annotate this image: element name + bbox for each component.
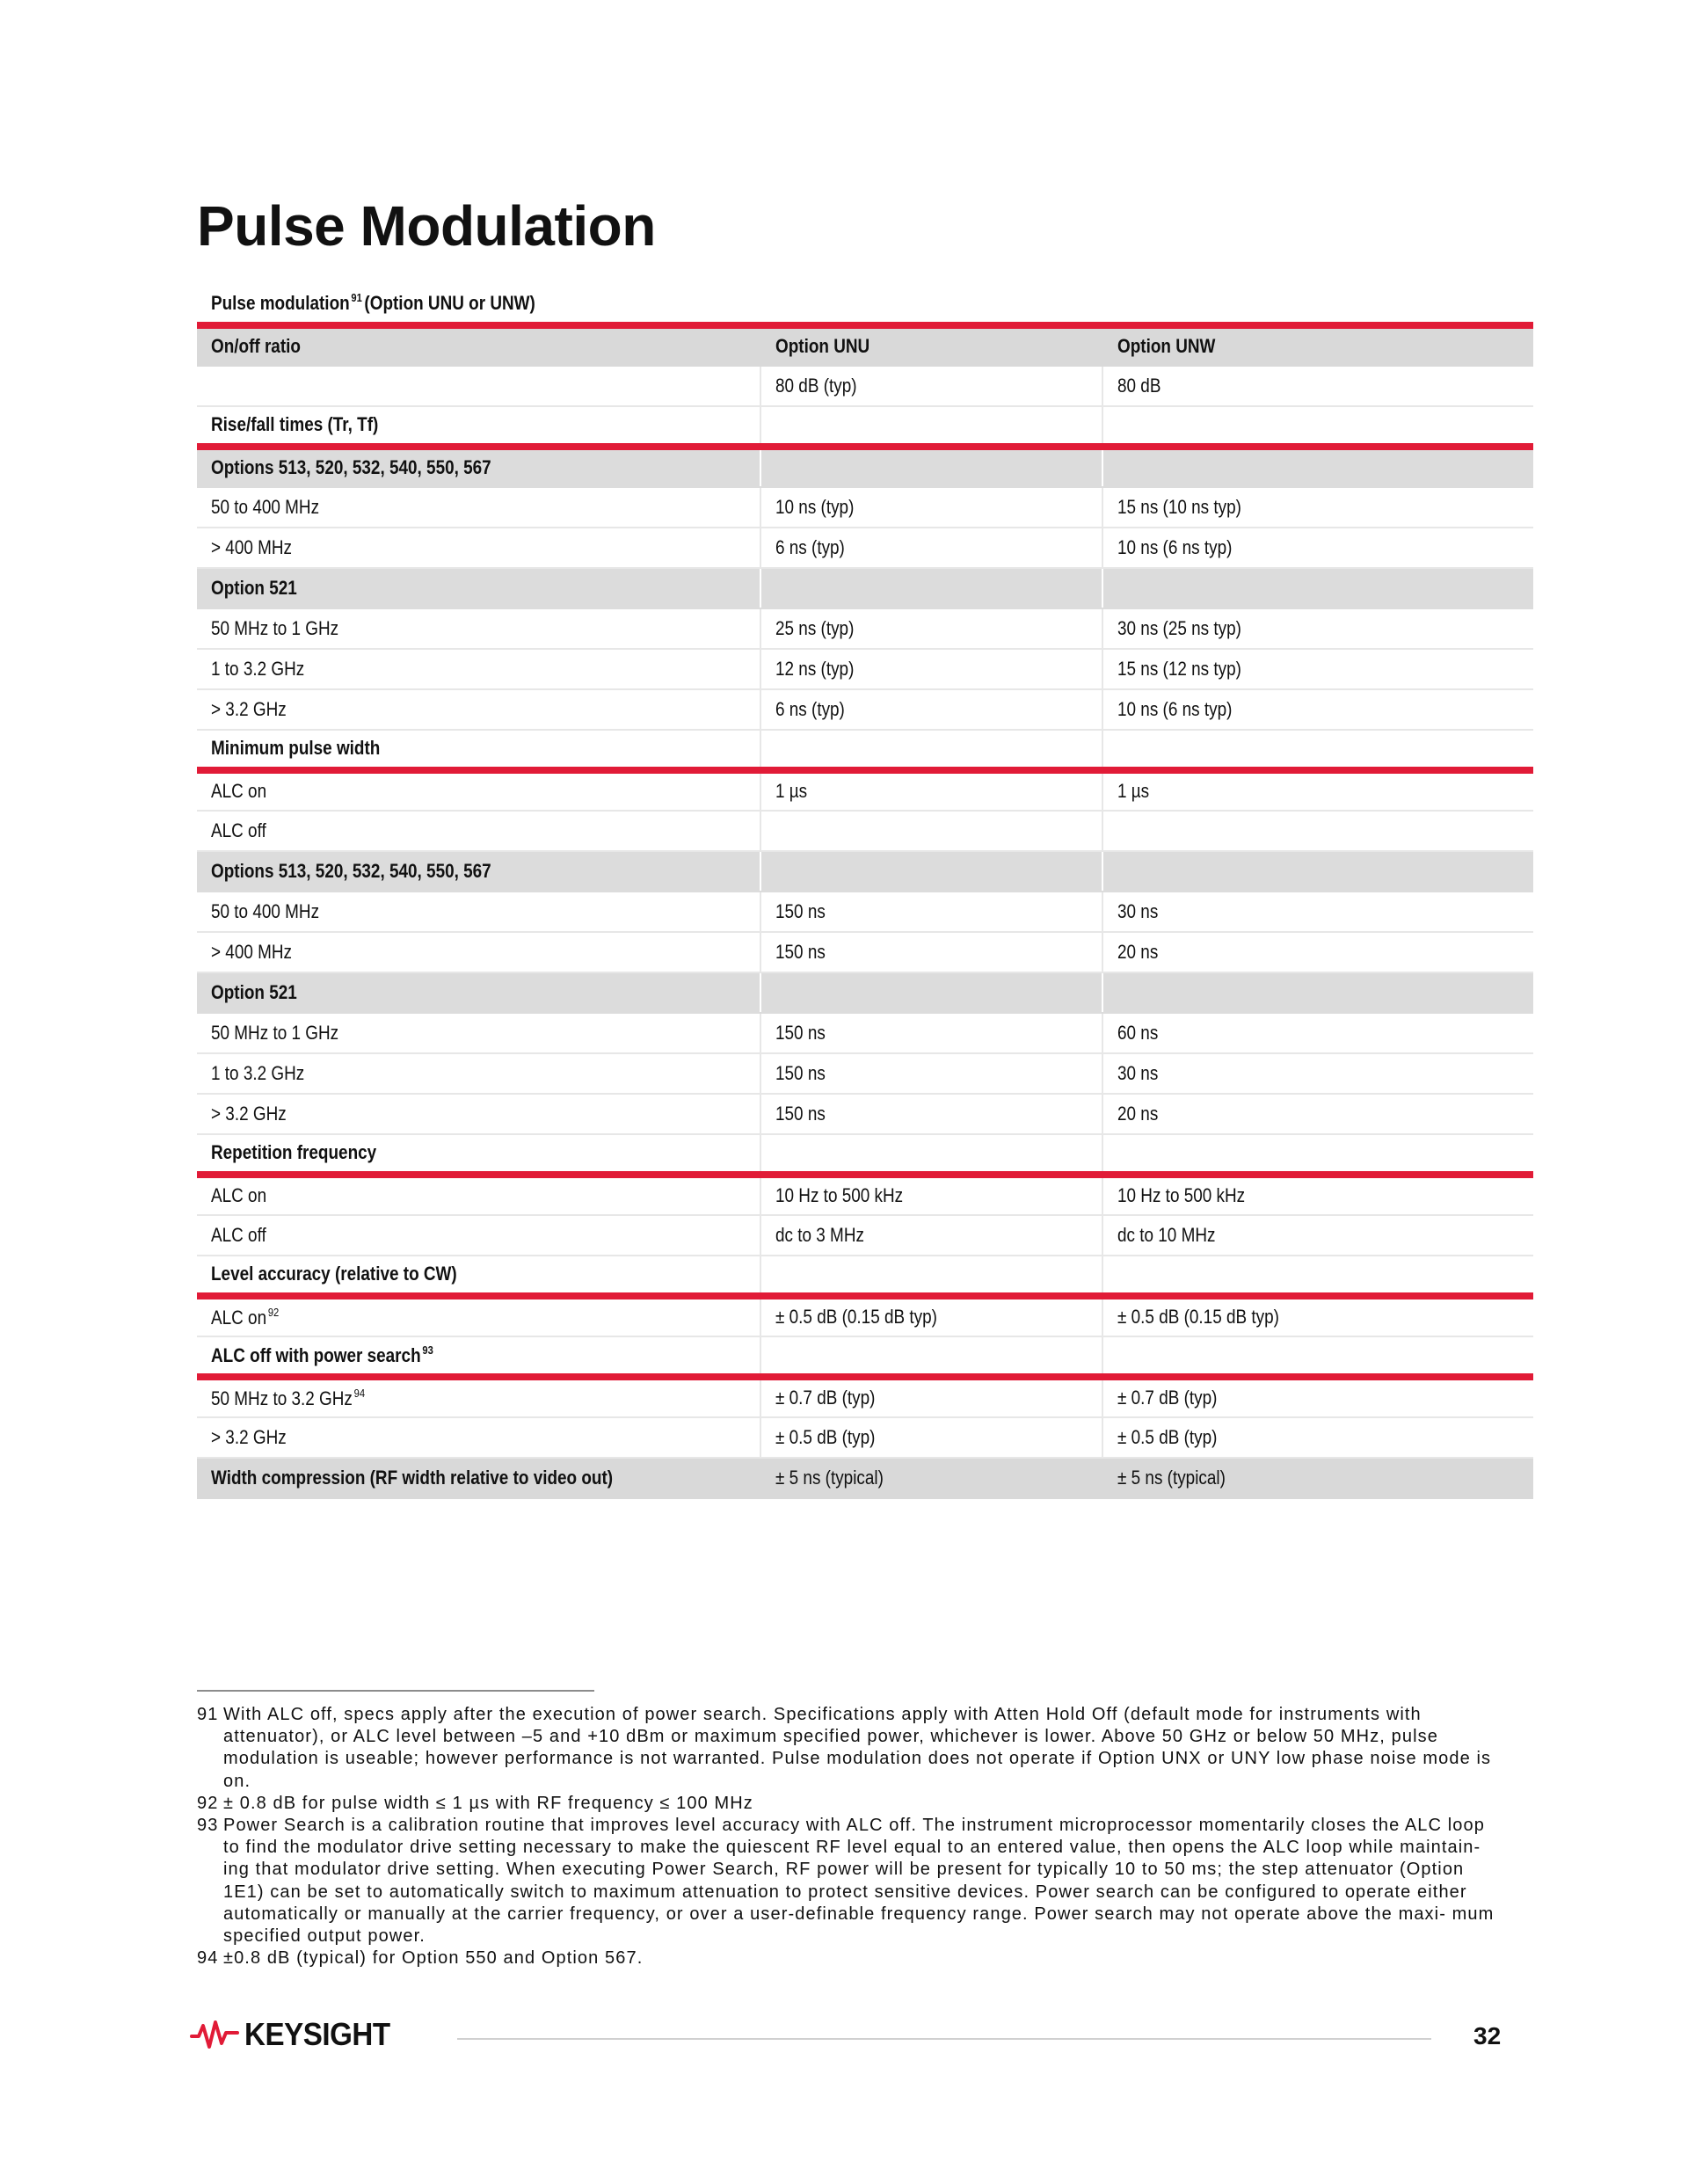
row-label: > 400 MHz: [211, 535, 293, 558]
footnote-94: [197, 1947, 1498, 1969]
unu-value: 150 ns: [775, 1102, 826, 1125]
row-label: ALC on: [211, 780, 267, 803]
subheader-label: Options 513, 520, 532, 540, 550, 567: [211, 859, 491, 882]
unw-value: 10 Hz to 500 kHz: [1117, 1184, 1246, 1207]
unw-value: 20 ns: [1117, 940, 1159, 963]
table-row: [197, 1013, 1533, 1053]
unw-value: 15 ns (10 ns typ): [1117, 495, 1241, 518]
row-label: 1 to 3.2 GHz: [211, 1061, 305, 1084]
table-row: [197, 1175, 1533, 1215]
unw-value: 1 µs: [1117, 780, 1150, 803]
keysight-wave-icon: [190, 2017, 239, 2052]
row-label: ALC off: [211, 1223, 266, 1246]
row-label: > 400 MHz: [211, 940, 293, 963]
footnote-number: 94: [197, 1948, 219, 1969]
footnote-ref-93[interactable]: 93: [422, 1343, 433, 1357]
header-option-unw: Option UNW: [1117, 335, 1216, 358]
section-title: Rise/fall times (Tr, Tf): [211, 413, 379, 436]
page-title: Pulse Modulation: [197, 194, 656, 258]
table-row: [197, 649, 1533, 689]
unu-value: 25 ns (typ): [775, 616, 855, 639]
unw-value: 60 ns: [1117, 1021, 1159, 1044]
row-label: > 3.2 GHz: [211, 1425, 287, 1448]
table-row: [197, 932, 1533, 972]
page-number: 32: [1473, 2022, 1502, 2049]
unu-value: 6 ns (typ): [775, 535, 845, 558]
unw-value: ± 0.5 dB (0.15 dB typ): [1117, 1306, 1279, 1329]
row-label: 50 to 400 MHz: [211, 495, 320, 518]
row-label: 50 MHz to 1 GHz: [211, 616, 339, 639]
caption-suffix: (Option UNU or UNW): [364, 292, 535, 314]
row-label: > 3.2 GHz: [211, 1102, 287, 1125]
footnote-text: ± 0.8 dB for pulse width ≤ 1 µs with RF frequency ≤ 100 MHz: [223, 1793, 753, 1813]
subheader-row: [197, 972, 1533, 1013]
table-caption: [211, 285, 535, 317]
table-row: [197, 1215, 1533, 1256]
row-label: Width compression (RF width relative to video out): [211, 1466, 614, 1489]
table-row: [197, 1094, 1533, 1134]
subheader-row: [197, 568, 1533, 608]
subheader-row: [197, 851, 1533, 892]
section-row-min-pulse-width: [197, 730, 1533, 770]
unu-value: 1 µs: [775, 780, 808, 803]
row-label: ALC on: [211, 1184, 267, 1207]
unu-value: 150 ns: [775, 1061, 826, 1084]
footer-divider: [457, 2038, 1431, 2040]
table-row: [197, 528, 1533, 568]
unu-value: ± 0.5 dB (0.15 dB typ): [775, 1306, 937, 1329]
table-row: [197, 608, 1533, 649]
unu-value: 150 ns: [775, 940, 826, 963]
subheader-row: [197, 447, 1533, 487]
header-on-off-ratio: On/off ratio: [211, 335, 301, 358]
footnote-number: 92: [197, 1793, 219, 1813]
unw-value: 30 ns: [1117, 1061, 1159, 1084]
footnote-number: 91: [197, 1705, 219, 1724]
table-row: [197, 366, 1533, 406]
section-title: ALC off with power search: [211, 1343, 421, 1366]
row-label: 1 to 3.2 GHz: [211, 657, 305, 680]
pulse-modulation-table: [197, 322, 1533, 1499]
keysight-logo[interactable]: [190, 2013, 403, 2056]
unw-value: ± 0.5 dB (typ): [1117, 1425, 1218, 1448]
section-row-rise-fall: [197, 406, 1533, 447]
section-row-repetition-frequency: [197, 1134, 1533, 1175]
table-row: [197, 770, 1533, 811]
footnote-divider: [197, 1690, 594, 1692]
footnote-92: [197, 1793, 1498, 1815]
unu-value: 10 ns (typ): [775, 495, 855, 518]
unu-value: 150 ns: [775, 1021, 826, 1044]
unu-value: dc to 3 MHz: [775, 1223, 864, 1246]
unw-value: ± 5 ns (typical): [1117, 1466, 1226, 1489]
row-label: > 3.2 GHz: [211, 697, 287, 720]
subheader-label: Options 513, 520, 532, 540, 550, 567: [211, 456, 491, 479]
unu-value: 6 ns (typ): [775, 697, 845, 720]
table-row: [197, 892, 1533, 932]
row-label: ALC on: [211, 1306, 267, 1329]
subheader-label: Option 521: [211, 980, 297, 1003]
table-row: [197, 1377, 1533, 1417]
unu-value: ± 5 ns (typical): [775, 1466, 884, 1489]
unw-value: 15 ns (12 ns typ): [1117, 657, 1241, 680]
subheader-label: Option 521: [211, 576, 297, 599]
unu-value: 10 Hz to 500 kHz: [775, 1184, 904, 1207]
table-row: [197, 487, 1533, 528]
unu-value: ± 0.5 dB (typ): [775, 1425, 876, 1448]
table-row: [197, 689, 1533, 730]
footnotes: [197, 1704, 1498, 1969]
footnote-93: [197, 1815, 1498, 1947]
caption-text: Pulse modulation: [211, 292, 350, 314]
table-row: [197, 1053, 1533, 1094]
unu-value: 12 ns (typ): [775, 657, 855, 680]
unw-value: 10 ns (6 ns typ): [1117, 697, 1233, 720]
footnote-number: 93: [197, 1816, 219, 1836]
unu-value: 150 ns: [775, 899, 826, 922]
footnote-text: Power Search is a calibration routine that improves level accuracy with ALC off. The instrument microprocessor momentarily closes the ALC loop to find the modulator drive setting necessary to make the quiescent RF level equal to an entered value, then opens the ALC loop while maintain- ing that modulator drive setting. When executing Power Search, RF power will be present for typically 10 to 50 ms; the step attenuator (Option 1E1) can be set to automatically switch to maximum attenuation to protect sensitive devices. Power search can be configured to operate either automatically or manually at the carrier frequency, or over a user-definable frequency range. Power search may not operate above the maxi- mum specified output power.: [223, 1816, 1495, 1947]
section-title: Repetition frequency: [211, 1141, 377, 1164]
table-row: [197, 1417, 1533, 1458]
section-row-level-accuracy: [197, 1256, 1533, 1296]
unw-value: 30 ns: [1117, 899, 1159, 922]
unw-value: 80 dB: [1117, 374, 1161, 397]
unu-value: ± 0.7 dB (typ): [775, 1387, 876, 1409]
unw-value: 30 ns (25 ns typ): [1117, 616, 1241, 639]
row-label: ALC off: [211, 819, 266, 841]
table-header-row: [197, 325, 1533, 366]
unu-value: 80 dB (typ): [775, 374, 857, 397]
unw-value: ± 0.7 dB (typ): [1117, 1387, 1218, 1409]
brand-name: KEYSIGHT: [244, 2016, 390, 2052]
table-row: [197, 1296, 1533, 1336]
footnote-91: [197, 1704, 1498, 1793]
footnote-text: ±0.8 dB (typical) for Option 550 and Option 567.: [223, 1948, 644, 1969]
section-row-alc-off-power-search: [197, 1336, 1533, 1377]
width-compression-row: [197, 1458, 1533, 1498]
section-title: Minimum pulse width: [211, 737, 381, 760]
table-row: [197, 811, 1533, 851]
unw-value: 10 ns (6 ns typ): [1117, 535, 1233, 558]
row-label: 50 MHz to 3.2 GHz: [211, 1387, 353, 1409]
unw-value: dc to 10 MHz: [1117, 1223, 1216, 1246]
row-label: 50 MHz to 1 GHz: [211, 1021, 339, 1044]
row-label: 50 to 400 MHz: [211, 899, 320, 922]
footnote-text: With ALC off, specs apply after the execution of power search. Specifications apply with Atten Hold Off (default mode for instruments with attenuator), or ALC level between –5 and +10 dBm or maximum specified power, whichever is lower. Above 50 GHz or below 50 MHz, pulse modulation is useable; however performance is not warranted. Pulse modulation does not operate if Option UNX or UNY low phase noise mode is on.: [223, 1705, 1492, 1791]
footnote-ref-91[interactable]: 91: [351, 291, 362, 304]
section-title: Level accuracy (relative to CW): [211, 1263, 457, 1285]
footnote-ref-94[interactable]: 94: [353, 1386, 366, 1400]
unw-value: 20 ns: [1117, 1102, 1159, 1125]
header-option-unu: Option UNU: [775, 335, 870, 358]
footnote-ref-92[interactable]: 92: [267, 1305, 280, 1319]
